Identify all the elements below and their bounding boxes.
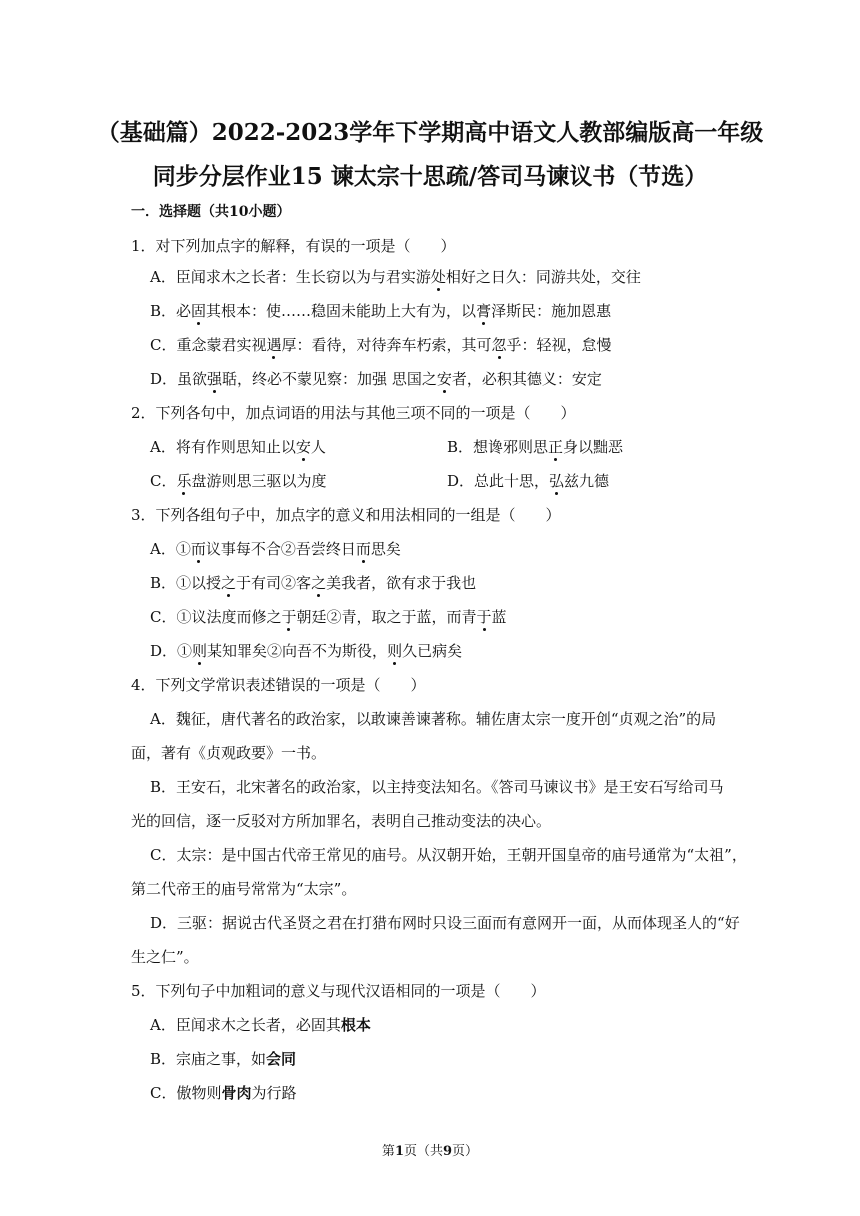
question-1-option-b: B．必固其根本：使……稳固未能助上大有为，以膏泽斯民：施加恩惠	[150, 302, 612, 320]
document-title-line1: （基础篇）2022-2023学年下学期高中语文人教部编版高一年级	[96, 119, 764, 146]
question-4-option-b-cont: 光的回信，逐一反驳对方所加罪名，表明自己推动变法的决心。	[131, 812, 552, 830]
question-2-stem: 2．下列各句中，加点词语的用法与其他三项不同的一项是（ ）	[131, 404, 576, 422]
question-5-option-a: A．臣闻求木之长者，必固其根本	[150, 1016, 371, 1034]
question-1-option-d: D．虽欲强聒，终必不蒙见察：加强 思国之安者，必积其德义：安定	[150, 370, 602, 388]
question-5-stem: 5．下列句子中加粗词的意义与现代汉语相同的一项是（ ）	[131, 982, 546, 1000]
question-1-stem: 1．对下列加点字的解释，有误的一项是（ ）	[131, 237, 456, 255]
question-5-option-c: C．傲物则骨肉为行路	[150, 1084, 297, 1102]
question-4-stem: 4．下列文学常识表述错误的一项是（ ）	[131, 676, 426, 694]
question-4-option-d-cont: 生之仁”。	[131, 948, 199, 966]
document-title-line2: 同步分层作业15 谏太宗十思疏/答司马谏议书（节选）	[152, 163, 708, 190]
question-4-option-a: A．魏征，唐代著名的政治家，以敢谏善谏著称。辅佐唐太宗一度开创“贞观之治”的局	[150, 710, 717, 728]
question-1-option-a: A．臣闻求木之长者：生长窃以为与君实游处相好之日久：同游共处，交往	[150, 268, 641, 286]
question-3-option-b: B．①以授之于有司②客之美我者，欲有求于我也	[150, 574, 477, 592]
question-3-stem: 3．下列各组句子中，加点字的意义和用法相同的一组是（ ）	[131, 506, 561, 524]
question-2-option-b: B．想谗邪则思正身以黜恶	[447, 438, 624, 456]
section-heading: 一．选择题（共10小题）	[131, 204, 291, 220]
question-4-option-a-cont: 面，著有《贞观政要》一书。	[131, 744, 327, 762]
page-footer: 第1页（共9页）	[381, 1144, 479, 1159]
question-3-option-c: C．①议法度而修之于朝廷②青，取之于蓝，而青于蓝	[150, 608, 507, 626]
question-2-option-d: D．总此十思，弘兹九德	[447, 472, 610, 490]
question-4-option-c-cont: 第二代帝王的庙号常常为“太宗”。	[131, 880, 357, 898]
question-3-option-d: D．①则某知罪矣②向吾不为斯役，则久已病矣	[150, 642, 463, 660]
question-2-option-c: C．乐盘游则思三驱以为度	[150, 472, 327, 490]
question-1-option-c: C．重念蒙君实视遇厚：看待，对待奔车朽索，其可忽乎：轻视，怠慢	[150, 336, 612, 354]
question-2-option-a: A．将有作则思知止以安人	[150, 438, 326, 456]
question-4-option-b: B．王安石，北宋著名的政治家，以主持变法知名。《答司马谏议书》是王安石写给司马	[150, 778, 724, 796]
question-3-option-a: A．①而议事每不合②吾尝终日而思矣	[150, 540, 401, 558]
question-4-option-d: D．三驱：据说古代圣贤之君在打猎布网时只设三面而有意网开一面，从而体现圣人的“好	[150, 914, 740, 932]
question-5-option-b: B．宗庙之事，如会同	[150, 1050, 297, 1068]
question-4-option-c: C．太宗：是中国古代帝王常见的庙号。从汉朝开始，王朝开国皇帝的庙号通常为“太祖”，	[150, 846, 747, 864]
